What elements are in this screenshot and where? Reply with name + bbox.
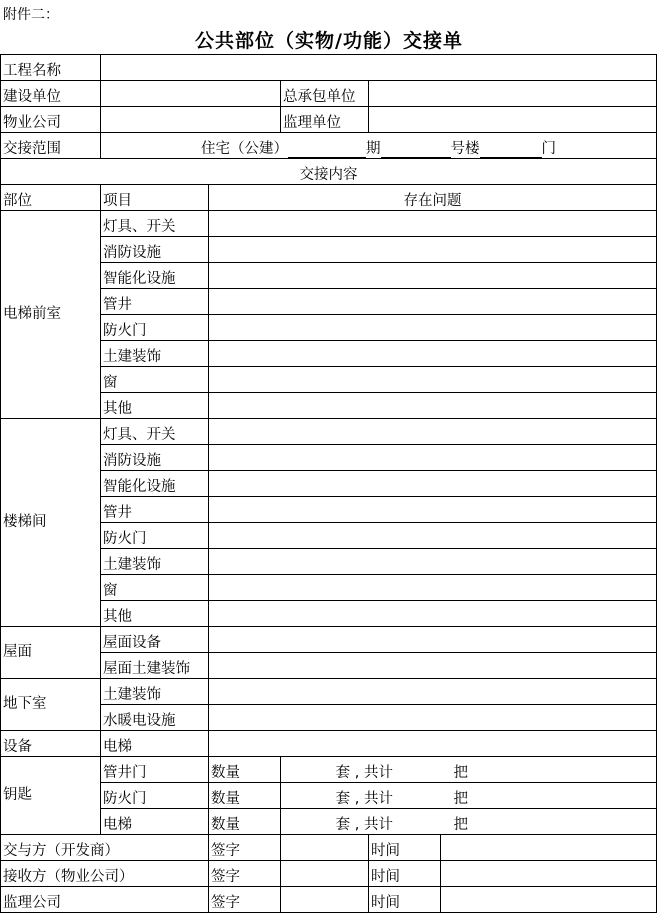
sign-label: 签字 xyxy=(209,835,281,861)
issue-field[interactable] xyxy=(209,627,657,653)
party-label: 接收方（物业公司） xyxy=(1,861,209,887)
field-project-name[interactable] xyxy=(101,55,657,81)
item-label: 灯具、开关 xyxy=(101,211,209,237)
item-label: 土建装饰 xyxy=(101,679,209,705)
time-field[interactable] xyxy=(441,861,657,887)
row-project-name xyxy=(1,55,657,81)
issue-field[interactable] xyxy=(209,211,657,237)
scope-building-blank[interactable] xyxy=(381,142,451,158)
sign-field[interactable] xyxy=(281,835,369,861)
table-row xyxy=(1,419,657,445)
table-row xyxy=(1,731,657,757)
issue-field[interactable] xyxy=(209,601,657,627)
unit-label: 把 xyxy=(453,817,468,833)
issue-field[interactable] xyxy=(209,263,657,289)
item-label: 土建装饰 xyxy=(101,549,209,575)
table-row xyxy=(1,757,657,783)
item-label: 电梯 xyxy=(101,809,209,835)
issue-field[interactable] xyxy=(209,679,657,705)
item-label: 防火门 xyxy=(101,783,209,809)
scope-phase-label: 期 xyxy=(366,141,381,157)
issue-field[interactable] xyxy=(209,497,657,523)
part-stairwell: 楼梯间 xyxy=(1,419,101,627)
issue-field[interactable] xyxy=(209,445,657,471)
label-supervision-unit: 监理单位 xyxy=(281,107,369,133)
item-label: 窗 xyxy=(101,367,209,393)
part-basement: 地下室 xyxy=(1,679,101,731)
party-label: 交与方（开发商） xyxy=(1,835,209,861)
set-total-label: 套 , 共计 xyxy=(335,791,393,807)
party-label: 监理公司 xyxy=(1,887,209,913)
row-section-title xyxy=(1,159,657,185)
label-handover-scope: 交接范围 xyxy=(1,133,101,159)
issue-field[interactable] xyxy=(209,471,657,497)
key-count-field[interactable] xyxy=(281,783,657,809)
field-construction-unit[interactable] xyxy=(101,81,281,107)
item-label: 其他 xyxy=(101,601,209,627)
time-field[interactable] xyxy=(441,887,657,913)
attachment-label: 附件二： xyxy=(3,7,59,23)
item-label: 防火门 xyxy=(101,523,209,549)
time-label: 时间 xyxy=(369,887,441,913)
issue-field[interactable] xyxy=(209,341,657,367)
issue-field[interactable] xyxy=(209,653,657,679)
sign-field[interactable] xyxy=(281,887,369,913)
quantity-label: 数量 xyxy=(209,809,281,835)
item-label: 电梯 xyxy=(101,731,209,757)
time-field[interactable] xyxy=(441,835,657,861)
label-property-company: 物业公司 xyxy=(1,107,101,133)
quantity-label: 数量 xyxy=(209,757,281,783)
field-property-company[interactable] xyxy=(101,107,281,133)
signoff-row xyxy=(1,887,657,913)
item-label: 消防设施 xyxy=(101,445,209,471)
item-label: 其他 xyxy=(101,393,209,419)
item-label: 屋面土建装饰 xyxy=(101,653,209,679)
label-project-name: 工程名称 xyxy=(1,55,101,81)
item-label: 管井 xyxy=(101,497,209,523)
sign-field[interactable] xyxy=(281,861,369,887)
item-label: 水暖电设施 xyxy=(101,705,209,731)
item-label: 消防设施 xyxy=(101,237,209,263)
table-row xyxy=(1,627,657,653)
item-label: 灯具、开关 xyxy=(101,419,209,445)
signoff-row xyxy=(1,835,657,861)
row-handover-scope xyxy=(1,133,657,159)
part-roof: 屋面 xyxy=(1,627,101,679)
issue-field[interactable] xyxy=(209,523,657,549)
scope-line xyxy=(101,133,657,159)
column-header-item: 项目 xyxy=(101,185,209,211)
issue-field[interactable] xyxy=(209,731,657,757)
item-label: 智能化设施 xyxy=(101,471,209,497)
sign-label: 签字 xyxy=(209,887,281,913)
scope-unit-label: 门 xyxy=(541,141,557,157)
column-header-part: 部位 xyxy=(1,185,101,211)
quantity-label: 数量 xyxy=(209,783,281,809)
table-row xyxy=(1,211,657,237)
signoff-row xyxy=(1,861,657,887)
field-general-contractor[interactable] xyxy=(369,81,657,107)
unit-label: 把 xyxy=(453,765,468,781)
issue-field[interactable] xyxy=(209,393,657,419)
scope-phase-blank[interactable] xyxy=(288,142,366,158)
part-keys: 钥匙 xyxy=(1,757,101,835)
label-general-contractor: 总承包单位 xyxy=(281,81,369,107)
part-equipment: 设备 xyxy=(1,731,101,757)
label-construction-unit: 建设单位 xyxy=(1,81,101,107)
item-label: 土建装饰 xyxy=(101,341,209,367)
issue-field[interactable] xyxy=(209,549,657,575)
key-count-field[interactable] xyxy=(281,809,657,835)
key-count-field[interactable] xyxy=(281,757,657,783)
field-supervision-unit[interactable] xyxy=(369,107,657,133)
row-column-headers xyxy=(1,185,657,211)
issue-field[interactable] xyxy=(209,237,657,263)
issue-field[interactable] xyxy=(209,315,657,341)
issue-field[interactable] xyxy=(209,419,657,445)
unit-label: 把 xyxy=(453,791,468,807)
issue-field[interactable] xyxy=(209,289,657,315)
item-label: 智能化设施 xyxy=(101,263,209,289)
table-row xyxy=(1,679,657,705)
scope-building-label: 号楼 xyxy=(450,141,480,157)
section-title: 交接内容 xyxy=(1,159,657,185)
time-label: 时间 xyxy=(369,835,441,861)
scope-unit-blank[interactable] xyxy=(480,142,542,158)
set-total-label: 套 , 共计 xyxy=(335,765,393,781)
part-elevator-hall: 电梯前室 xyxy=(1,211,101,419)
issue-field[interactable] xyxy=(209,705,657,731)
item-label: 屋面设备 xyxy=(101,627,209,653)
sign-label: 签字 xyxy=(209,861,281,887)
scope-residential-label: 住宅（公建） xyxy=(201,141,289,157)
item-label: 窗 xyxy=(101,575,209,601)
page-title: 公共部位（实物/功能）交接单 xyxy=(195,30,463,52)
time-label: 时间 xyxy=(369,861,441,887)
issue-field[interactable] xyxy=(209,575,657,601)
issue-field[interactable] xyxy=(209,367,657,393)
item-label: 管井门 xyxy=(101,757,209,783)
row-construction-unit xyxy=(1,81,657,107)
handover-form-table xyxy=(0,54,657,913)
item-label: 防火门 xyxy=(101,315,209,341)
column-header-issues: 存在问题 xyxy=(209,185,657,211)
item-label: 管井 xyxy=(101,289,209,315)
row-property-company xyxy=(1,107,657,133)
set-total-label: 套 , 共计 xyxy=(335,817,393,833)
